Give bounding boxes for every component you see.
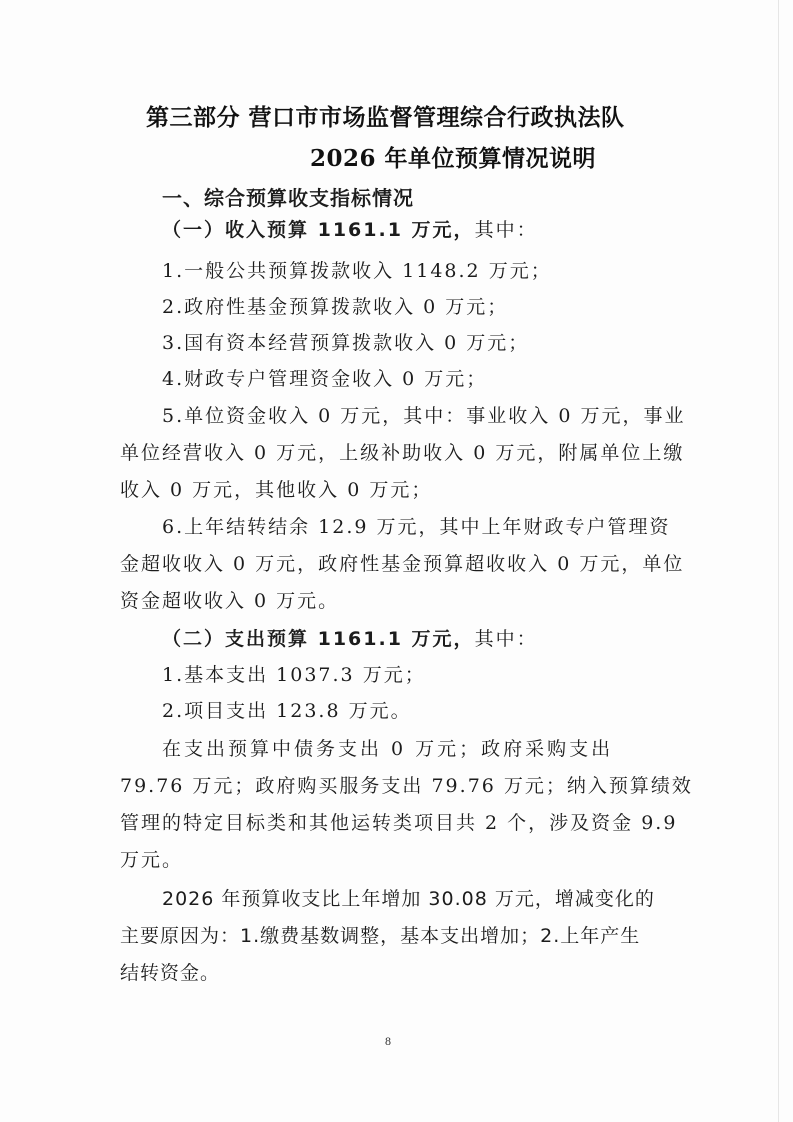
income-item-1: 1.一般公共预算拨款收入 1148.2 万元；	[162, 260, 552, 282]
section-heading: 一、综合预算收支指标情况	[162, 186, 414, 210]
expense-heading-main: （二）支出预算 1161.1 万元，	[162, 628, 475, 650]
expense-note-line-3: 管理的特定目标类和其他运转类项目共 2 个，涉及资金 9.9	[120, 812, 678, 834]
document-title-line-2: 2026 年单位预算情况说明	[310, 145, 597, 172]
expense-heading-suffix: 其中：	[474, 628, 538, 650]
change-line-2: 主要原因为：1.缴费基数调整，基本支出增加；2.上年产生	[120, 925, 641, 947]
income-heading-main: （一）收入预算 1161.1 万元，	[162, 219, 475, 241]
income-item-5-line-1: 5.单位资金收入 0 万元，其中：事业收入 0 万元，事业	[162, 405, 686, 427]
change-line-3: 结转资金。	[120, 962, 221, 984]
page-number: 8	[385, 1034, 391, 1048]
expense-heading	[162, 624, 538, 651]
income-item-5-line-2: 单位经营收入 0 万元，上级补助收入 0 万元，附属单位上缴	[120, 442, 685, 464]
document-title-line-1: 第三部分 营口市市场监督管理综合行政执法队	[146, 104, 625, 131]
scan-edge-divider	[778, 0, 779, 1122]
expense-note-line-4: 万元。	[120, 849, 184, 871]
expense-note-line-1: 在支出预算中债务支出 0 万元；政府采购支出	[162, 738, 614, 760]
expense-item-1: 1.基本支出 1037.3 万元；	[162, 664, 426, 686]
income-item-5-line-3: 收入 0 万元，其他收入 0 万元；	[120, 479, 433, 501]
income-item-6-line-3: 资金超收收入 0 万元。	[120, 590, 340, 612]
income-item-3: 3.国有资本经营预算拨款收入 0 万元；	[162, 332, 530, 354]
income-item-2: 2.政府性基金预算拨款收入 0 万元；	[162, 296, 509, 318]
change-line-1: 2026 年预算收支比上年增加 30.08 万元，增减变化的	[162, 888, 655, 910]
expense-note-line-2: 79.76 万元；政府购买服务支出 79.76 万元；纳入预算绩效	[120, 775, 693, 797]
income-heading	[162, 215, 538, 242]
income-item-6-line-1: 6.上年结转结余 12.9 万元，其中上年财政专户管理资	[162, 516, 671, 538]
expense-item-2: 2.项目支出 123.8 万元。	[162, 700, 412, 722]
income-item-4: 4.财政专户管理资金收入 0 万元；	[162, 368, 488, 390]
income-heading-suffix: 其中：	[474, 219, 538, 241]
income-item-6-line-2: 金超收收入 0 万元，政府性基金预算超收收入 0 万元，单位	[120, 553, 685, 575]
